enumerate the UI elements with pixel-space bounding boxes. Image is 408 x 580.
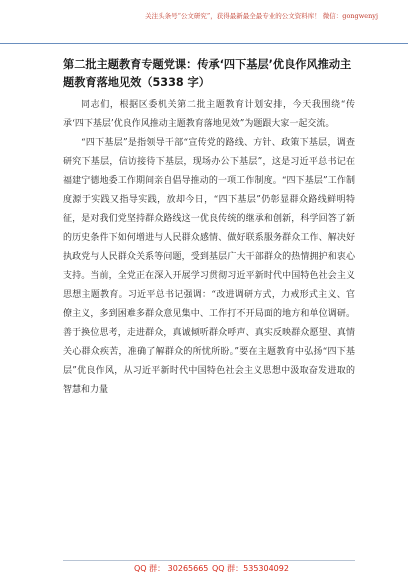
header-banner [0, 0, 408, 44]
page-footer [0, 560, 408, 574]
paragraph-main: “四下基层”是指领导干部“宣传党的路线、方针、政策下基层，调查研究下基层，信访接待下基层，现场办公下基层”，这是习近平总书记在福建宁德地委工作期间亲自倡导推动的一项工作制度。“四下基层”工作制度源于实践又指导实践，放却今日，“四下基层”仍彰显群众路线鲜明特征，是对我们党坚持群众路线这一优良传统的继承和创新，科学回答了新的历史条件下如何增进与人民群众感情、做好联系服务群众工作、解决好执政党与人民群众关系等问题，受到基层广大干部群众的热情拥护和衷心支持。当前，全党正在深入开展学习贯彻习近平新时代中国特色社会主义思想主题教育。习近平总书记强调：“改进调研方式，力戒形式主义、官僚主义，多到困难多群众意见集中、工作打不开局面的地方和单位调研。善于换位思考，走进群众，真诚倾听群众呼声、真实反映群众愿望、真情关心群众疾苦，准确了解群众的所忧所盼。”要在主题教育中弘扬“四下基层”优良作风，从习近平新时代中国特色社会主义思想中汲取奋发进取的智慧和力量 [63, 138, 355, 395]
paragraph-intro: 同志们，根据区委机关第二批主题教育计划安排，今天我围绕“传承‘四下基层’优良作风推动主题教育落地见效”为题跟大家一起交流。 [63, 100, 355, 129]
header-promo-text: 关注头条号“公文研究”，获得最新最全最专业的公文资料库！ 微信：gongwenyj [145, 12, 378, 20]
footer-divider [63, 560, 355, 561]
document-title: 第二批主题教育专题党课：传承‘四下基层’优良作风推动主题教育落地见效（5338 字） [63, 58, 352, 89]
document-body [63, 96, 355, 400]
footer-qq-group-1: QQ 群： 30265665 [134, 564, 209, 573]
footer-qq-group-2: QQ 群：535304092 [212, 564, 289, 573]
